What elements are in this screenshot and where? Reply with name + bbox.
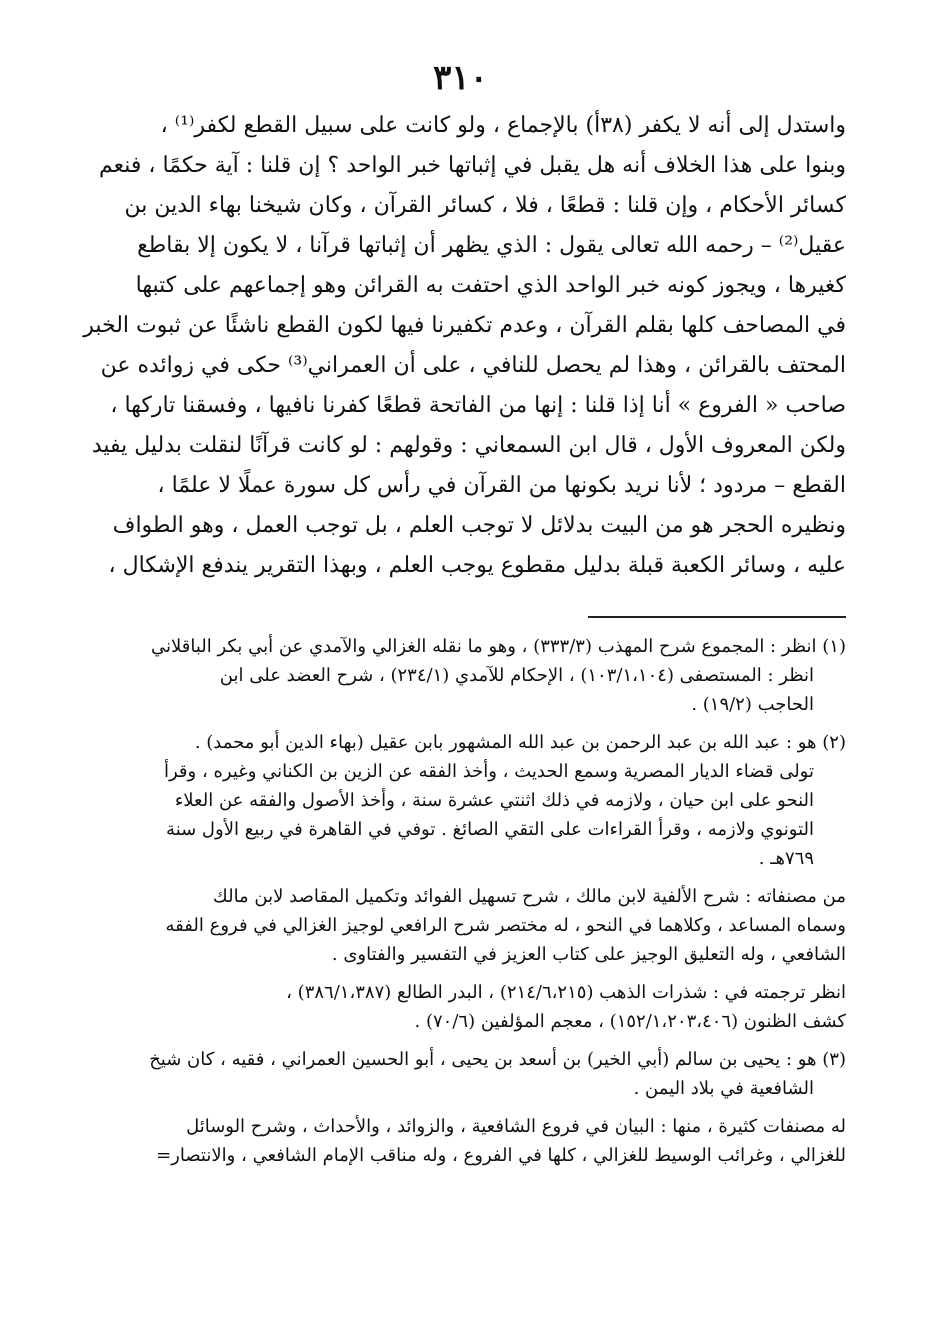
footnote-line: له مصنفات كثيرة ، منها : البيان في فروع الشافعية ، والزوائد ، والأحداث ، وشرح الوسائل <box>186 1116 846 1137</box>
main-text-line: كغيرها ، ويجوز كونه خبر الواحد الذي احتفت به القرائن وهو إجماعهم على كتبها <box>135 273 846 298</box>
footnote-line: للغزالي ، وغرائب الوسيط للغزالي ، كلها في الفروع ، وله مناقب الإمام الشافعي ، والانتصار= <box>156 1145 846 1166</box>
footnote-line: كشف الظنون (١٥٢/١،٢٠٣،٤٠٦) ، معجم المؤلفين (٧٠/٦) . <box>414 1011 846 1032</box>
footnote-line: وسماه المساعد ، وكلاهما في النحو ، له مختصر شرح الرافعي لوجيز الغزالي في فروع الفقه <box>165 915 846 936</box>
footnote-line: الشافعية في بلاد اليمن . <box>633 1078 814 1099</box>
footnote-line: الحاجب (١٩/٢) . <box>691 694 814 715</box>
footnote-line: انظر ترجمته في : شذرات الذهب (٢١٤/٦،٢١٥) ، البدر الطالع (٣٨٦/١،٣٨٧) ، <box>286 982 846 1003</box>
footnote-line: تولى قضاء الديار المصرية وسمع الحديث ، وأخذ الفقه عن الزين بن الكناني وغيره ، وقرأ <box>164 761 814 782</box>
footnote-line: (٢) هو : عبد الله بن عبد الرحمن بن عبد الله المشهور بابن عقيل (بهاء الدين أبو محمد) . <box>194 732 846 753</box>
main-text-line: واستدل إلى أنه لا يكفر (٣٨أ) بالإجماع ، ولو كانت على سبيل القطع لكفر⁽¹⁾ ، <box>160 113 846 138</box>
footnote-line: (١) انظر : المجموع شرح المهذب (٣٣٣/٣) ، وهو ما نقله الغزالي والآمدي عن أبي بكر الباقلاني <box>151 636 846 657</box>
footnote-2 <box>75 728 846 873</box>
main-text-line: ونظيره الحجر هو من البيت بدلائل لا توجب العلم ، بل توجب العمل ، وهو الطواف <box>112 513 846 538</box>
footnote-line: ٧٦٩هـ . <box>758 848 814 869</box>
main-text <box>75 106 846 586</box>
footnote-3 <box>75 1045 846 1103</box>
main-text-line: عقيل⁽²⁾ – رحمه الله تعالى يقول : الذي يظهر أن إثباتها قرآنا ، لا يكون إلا بقاطع <box>137 233 846 258</box>
page-number: ٣١٠ <box>433 58 488 98</box>
main-text-line: صاحب « الفروع » أنا إذا قلنا : إنها من الفاتحة قطعًا كفرنا نافيها ، وفسقنا تاركها ، <box>110 393 846 418</box>
footnote-line: (٣) هو : يحيى بن سالم (أبي الخير) بن أسعد بن يحيى ، أبو الحسين العمراني ، فقيه ، كان شيخ <box>149 1049 846 1070</box>
footnote-2-works <box>75 882 846 969</box>
main-text-line: ولكن المعروف الأول ، قال ابن السمعاني : وقولهم : لو كانت قرآنًا لنقلت بدليل يفيد <box>91 433 846 458</box>
footnote-2-sources <box>75 978 846 1036</box>
footnote-separator <box>588 616 846 618</box>
footnotes <box>75 632 846 1170</box>
main-text-line: وبنوا على هذا الخلاف أنه هل يقبل في إثباتها خبر الواحد ؟ إن قلنا : آية حكمًا ، فنعم <box>99 153 846 178</box>
footnote-line: انظر : المستصفى (١٠٣/١،١٠٤) ، الإحكام للآمدي (٢٣٤/١) ، شرح العضد على ابن <box>219 665 814 686</box>
main-text-line: كسائر الأحكام ، وإن قلنا : قطعًا ، فلا ، كسائر القرآن ، وكان شيخنا بهاء الدين بن <box>124 193 846 218</box>
footnote-line: الشافعي ، وله التعليق الوجيز على كتاب العزيز في التفسير والفتاوى . <box>331 944 846 965</box>
footnote-line: النحو على ابن حيان ، ولازمه في ذلك اثنتي عشرة سنة ، وأخذ الأصول والفقه عن العلاء <box>174 790 814 811</box>
main-text-line: المحتف بالقرائن ، وهذا لم يحصل للنافي ، على أن العمراني⁽³⁾ حكى في زوائده عن <box>100 353 846 378</box>
main-text-line: القطع – مردود ؛ لأنا نريد بكونها من القرآن في رأس كل سورة عملًا لا علمًا ، <box>157 473 846 498</box>
footnote-3-works <box>75 1112 846 1170</box>
main-text-line: عليه ، وسائر الكعبة قبلة بدليل مقطوع يوجب العلم ، وبهذا التقرير يندفع الإشكال ، <box>108 553 846 578</box>
footnote-line: من مصنفاته : شرح الألفية لابن مالك ، شرح تسهيل الفوائد وتكميل المقاصد لابن مالك <box>212 886 846 907</box>
footnote-1 <box>75 632 846 719</box>
main-text-line: في المصاحف كلها بقلم القرآن ، وعدم تكفيرنا فيها لكون القطع ناشئًا عن ثبوت الخبر <box>83 313 846 338</box>
footnote-line: التونوي ولازمه ، وقرأ القراءات على التقي الصائغ . توفي في القاهرة في ربيع الأول سنة <box>166 819 814 840</box>
